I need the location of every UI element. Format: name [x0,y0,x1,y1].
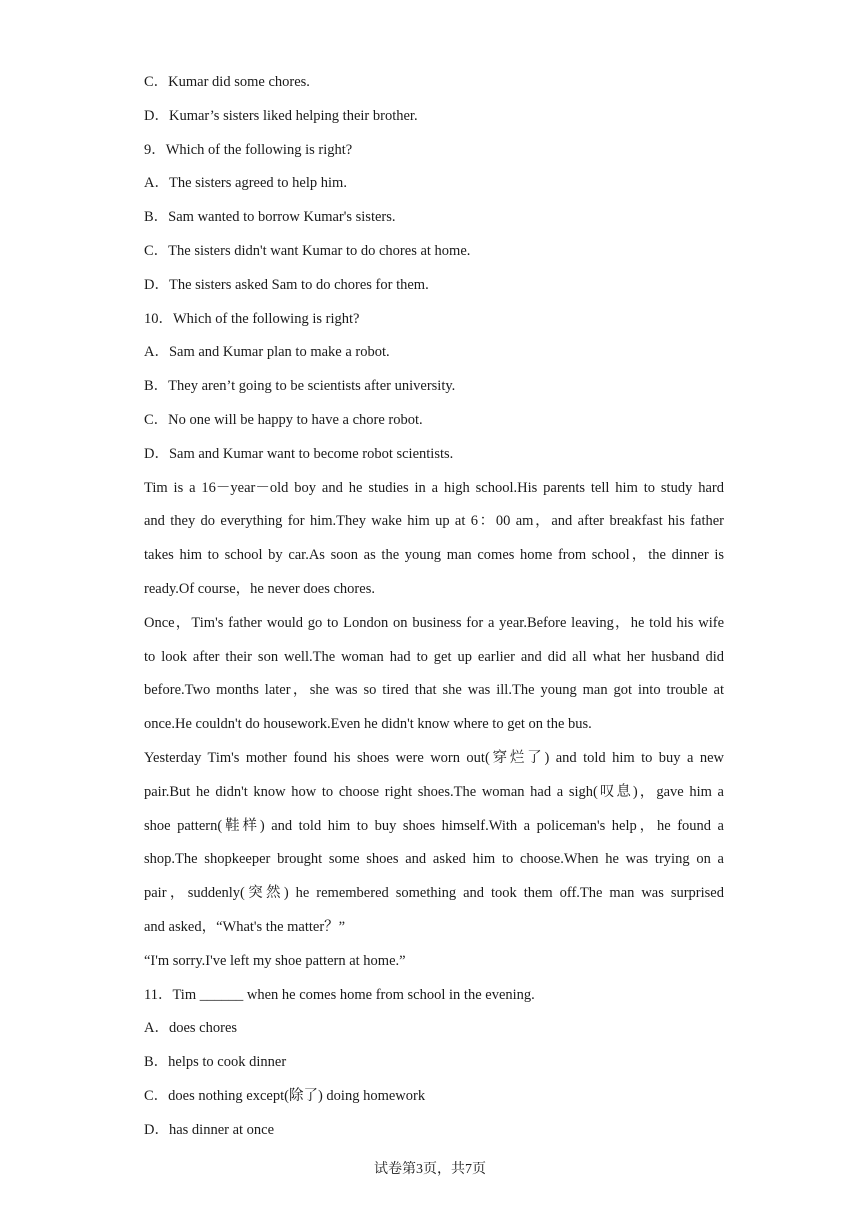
q9-stem: 9．Which of the following is right? [144,141,353,158]
q9-option-a: A．The sisters agreed to help him. [144,175,347,192]
passage-line: Yesterday Tim's mother found his shoes were worn out(穿烂了) and told him to buy a new [144,749,724,766]
passage-line: shop.The shopkeeper brought some shoes and asked him to choose.When he was trying on a [144,851,724,868]
passage-paragraph-3 [144,742,724,945]
q10-stem: 10．Which of the following is right? [144,310,360,327]
q11-stem: 11．Tim ______ when he comes home from school in the evening. [144,986,535,1003]
q10-option-c: C．No one will be happy to have a chore robot. [144,411,423,428]
q11-option-a: A．does chores [144,1020,238,1037]
q8-option-d: D．Kumar’s sisters liked helping their brother. [144,107,418,124]
passage-line: Tim is a 16－year－old boy and he studies in a high school.His parents tell him to study hard [144,479,724,496]
passage-paragraph-4: “I'm sorry.I've left my shoe pattern at home.” [144,952,406,969]
q10-option-b: B．They aren’t going to be scientists after university. [144,378,456,395]
passage-line: pair.But he didn't know how to choose right shoes.The woman had a sigh(叹息)，gave him a [144,783,724,800]
passage-line: shoe pattern(鞋样) and told him to buy shoes himself.With a policeman's help，he found a [144,817,724,834]
q10-option-a: A．Sam and Kumar plan to make a robot. [144,344,390,361]
passage-line: pair，suddenly(突然) he remembered something and took them off.The man was surprised [144,885,724,902]
passage-paragraph-2 [144,607,724,742]
q8-option-c: C．Kumar did some chores. [144,74,310,90]
passage-line: and asked，“What's the matter？” [144,918,346,935]
q9-option-b: B．Sam wanted to borrow Kumar's sisters. [144,209,396,226]
passage-line: takes him to school by car.As soon as the young man comes home from school，the dinner is [144,547,724,564]
q11-option-c: C．does nothing except(除了) doing homework [144,1087,426,1104]
passage-line: to look after their son well.The woman had to get up earlier and did all what her husband did [144,648,724,665]
q10-option-d: D．Sam and Kumar want to become robot scientists. [144,445,454,462]
q9-option-d: D．The sisters asked Sam to do chores for them. [144,276,429,293]
q11-option-b: B．helps to cook dinner [144,1054,287,1071]
passage-line: before.Two months later，she was so tired that she was ill.The young man got into trouble at [144,682,724,699]
passage-line: once.He couldn't do housework.Even he didn't know where to get on the bus. [144,716,592,733]
q9-option-c: C．The sisters didn't want Kumar to do chores at home. [144,242,471,259]
passage-line: ready.Of course，he never does chores. [144,580,375,597]
page-footer: 试卷第3页，共7页 [374,1162,486,1177]
q11-option-d: D．has dinner at once [144,1121,275,1138]
passage-line: and they do everything for him.They wake him up at 6：00 am，and after breakfast his father [144,513,724,530]
passage-paragraph-1 [144,472,724,607]
passage-line: Once，Tim's father would go to London on business for a year.Before leaving，he told his wife [144,614,724,631]
page-content [144,66,724,1148]
